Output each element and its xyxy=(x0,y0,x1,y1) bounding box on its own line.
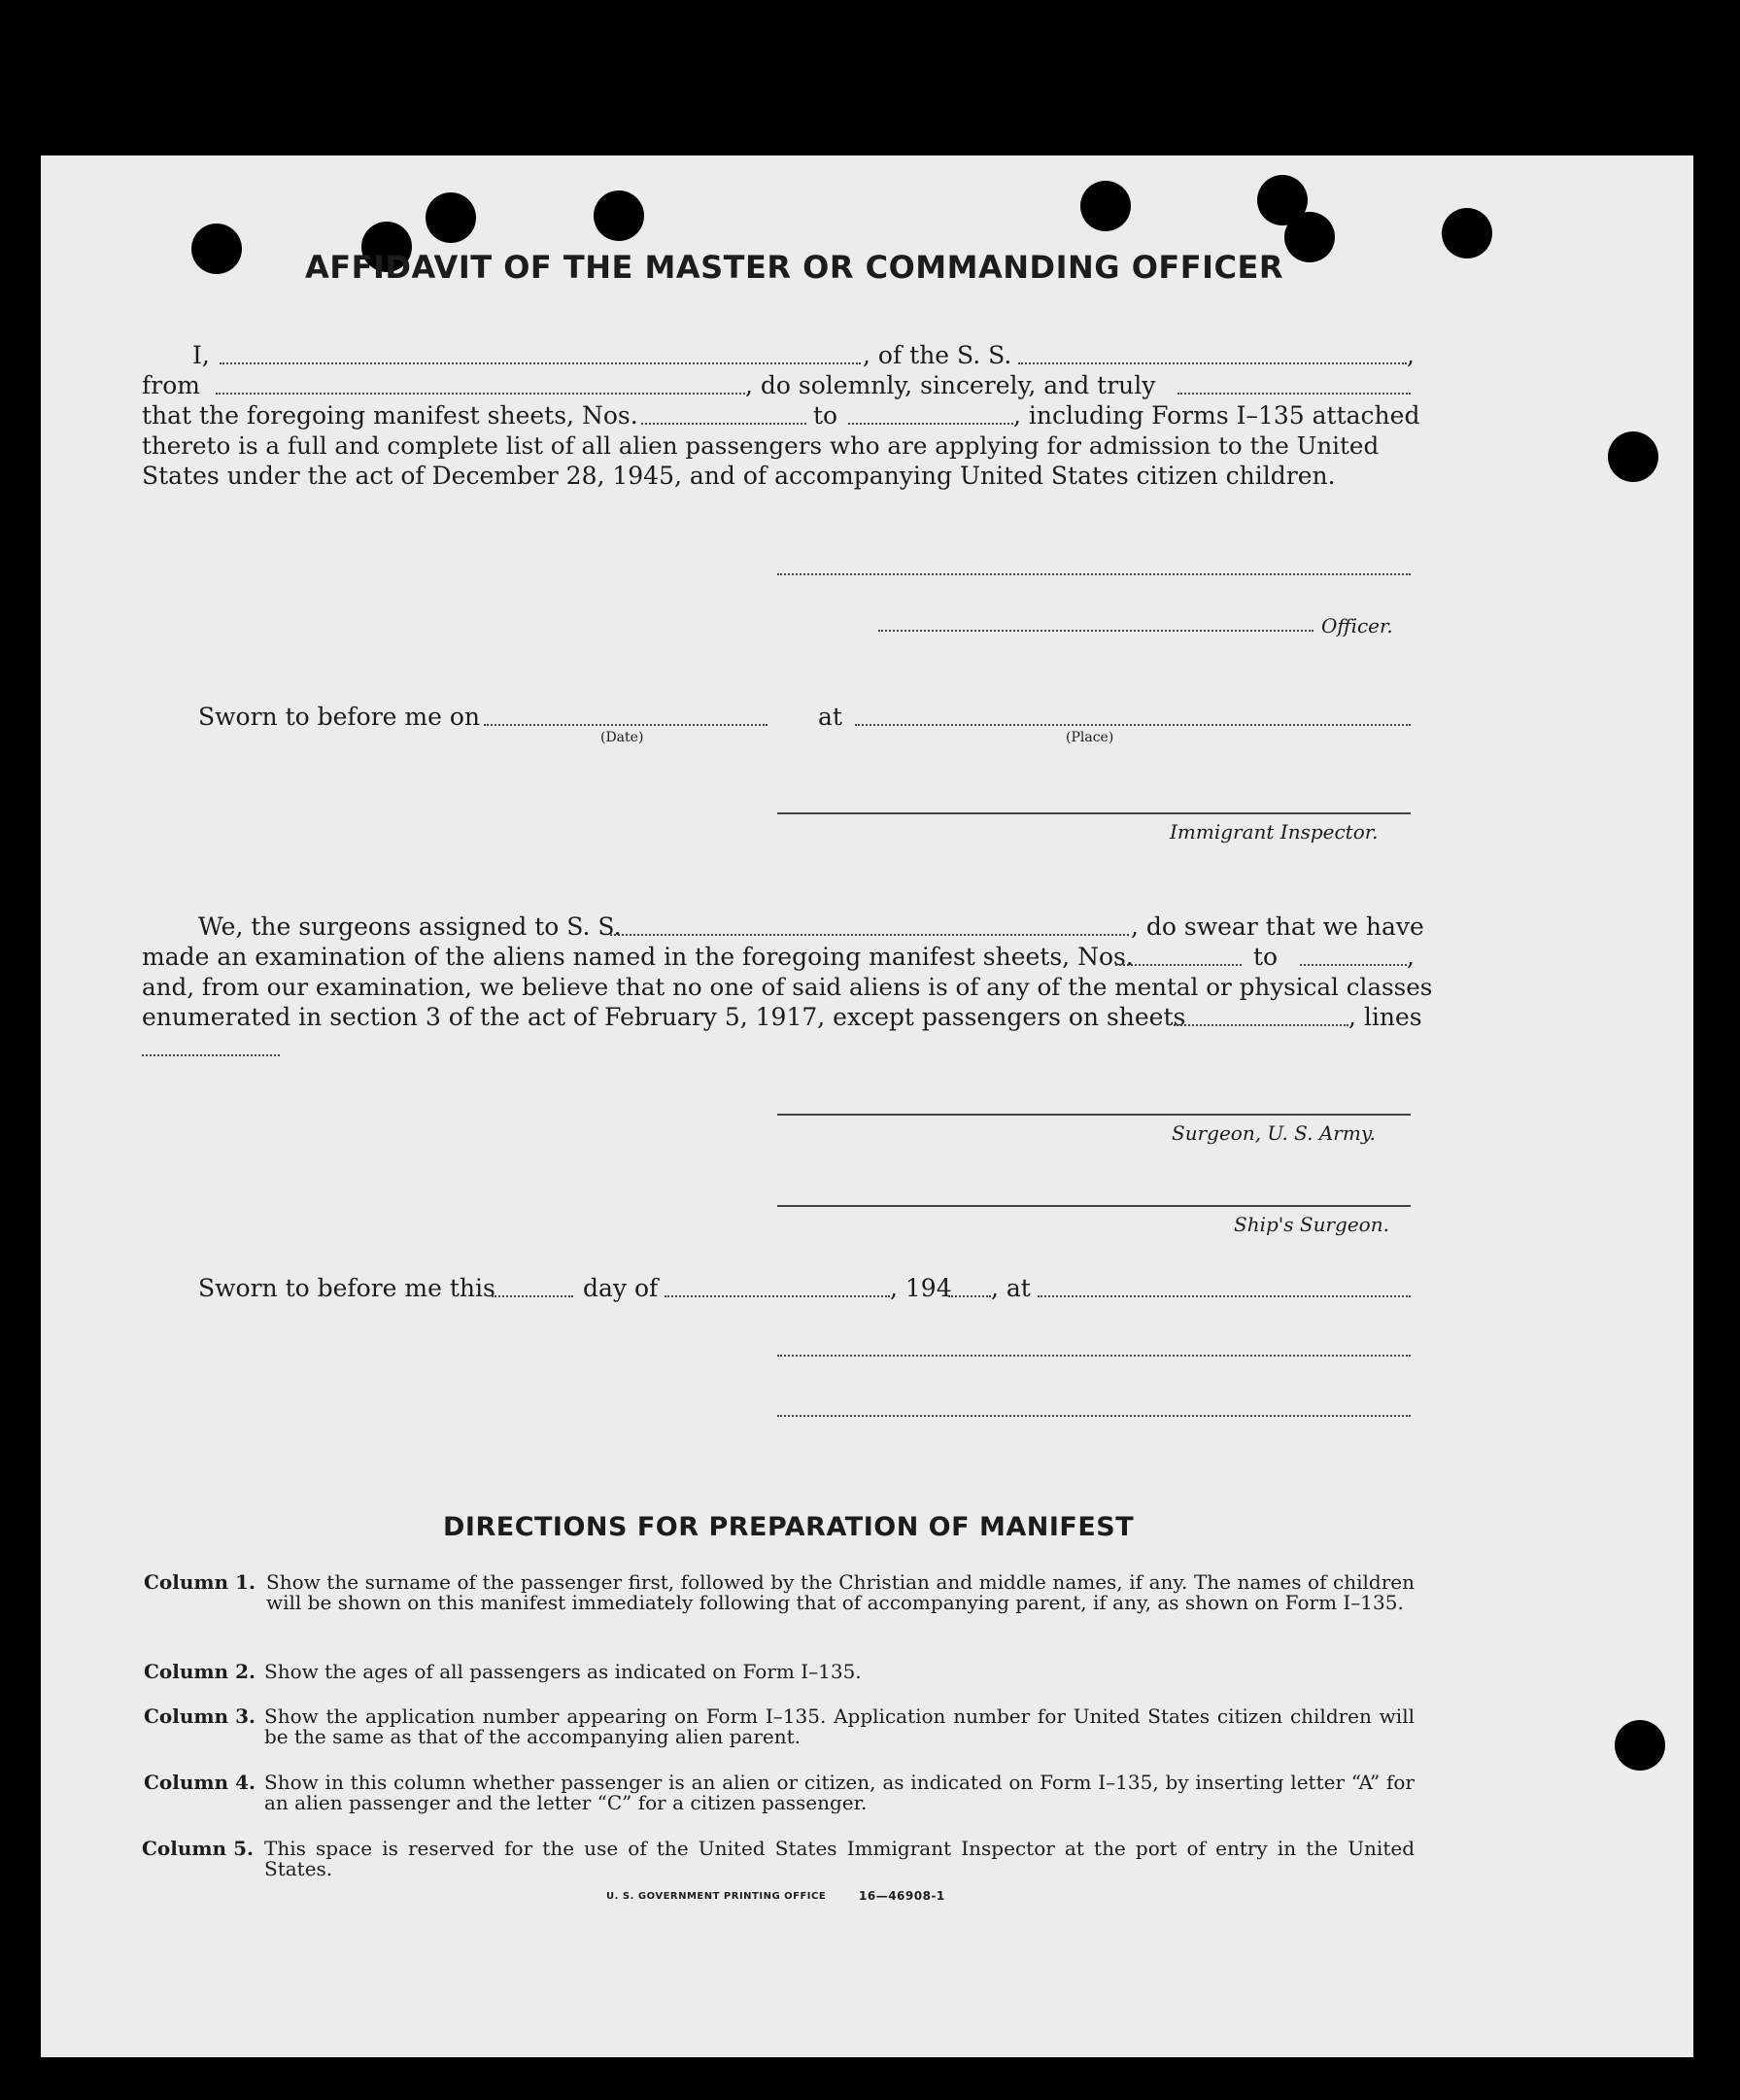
sworn1-text: Sworn to before me on xyxy=(198,703,481,731)
master-name-blank xyxy=(220,362,861,364)
column-1-label: Column 1. xyxy=(144,1570,256,1594)
affidavit-to: to xyxy=(813,401,838,430)
affidavit-solemn: , do solemnly, sincerely, and truly xyxy=(745,371,1156,399)
affidavit-title: AFFIDAVIT OF THE MASTER OR COMMANDING OFFICER xyxy=(305,249,1283,286)
sheets-from-blank xyxy=(641,423,806,425)
affidavit-comma: , xyxy=(1407,341,1415,369)
surgeons-line3: and, from our examination, we believe that no one of said aliens is of any of the mental or physical classes xyxy=(142,973,1433,1001)
surgeons-line1a: We, the surgeons assigned to S. S. xyxy=(198,912,622,941)
surgeons-line2a: made an examination of the aliens named in the foregoing manifest sheets, Nos. xyxy=(142,943,1134,971)
affidavit-line5: States under the act of December 28, 1945, and of accompanying United States citizen children. xyxy=(142,462,1336,490)
affidavit-from: from xyxy=(142,371,200,399)
column-2-label: Column 2. xyxy=(144,1660,256,1683)
affidavit-line3a: that the foregoing manifest sheets, Nos. xyxy=(142,401,638,430)
except-lines-blank xyxy=(142,1054,280,1056)
column-5-label: Column 5. xyxy=(142,1837,254,1860)
affidavit-line3b: , including Forms I–135 attached xyxy=(1013,401,1420,430)
surgeon-sheets-to-blank xyxy=(1300,964,1407,966)
punch-hole xyxy=(426,192,476,243)
surgeon-sheets-from-blank xyxy=(1115,964,1242,966)
officer-signature-line xyxy=(878,630,1314,632)
sworn2-at: , at xyxy=(991,1274,1031,1302)
except-sheets-blank xyxy=(1174,1024,1348,1026)
sworn2-place-blank xyxy=(1038,1295,1411,1297)
ship-surgeon-label: Ship's Surgeon. xyxy=(1234,1213,1389,1236)
surgeons-comma: , xyxy=(1407,943,1415,971)
directions-title: DIRECTIONS FOR PREPARATION OF MANIFEST xyxy=(443,1512,1135,1542)
sworn2-title-line xyxy=(777,1415,1411,1417)
punch-hole xyxy=(594,190,644,241)
officer-label: Officer. xyxy=(1321,614,1393,637)
from-port-blank xyxy=(216,393,745,395)
form-code: 16—46908-1 xyxy=(859,1889,945,1903)
swear-blank xyxy=(1177,393,1411,395)
affidavit-of-ss: , of the S. S. xyxy=(863,341,1012,369)
sworn1-at: at xyxy=(818,703,842,731)
column-3-label: Column 3. xyxy=(144,1704,256,1728)
column-4-label: Column 4. xyxy=(144,1771,256,1794)
ship-name-blank xyxy=(1018,362,1407,364)
surgeons-to: to xyxy=(1253,943,1279,971)
punch-hole xyxy=(1080,181,1131,231)
surgeons-line4a: enumerated in section 3 of the act of February 5, 1917, except passengers on sheets xyxy=(142,1003,1186,1031)
printer-imprint: U. S. GOVERNMENT PRINTING OFFICE xyxy=(606,1891,827,1902)
place-caption: (Place) xyxy=(1066,730,1114,745)
sworn-place-blank xyxy=(855,724,1411,726)
inspector-signature-line xyxy=(777,812,1411,814)
master-signature-line xyxy=(777,573,1411,575)
column-1-text: Show the surname of the passenger first, followed by the Christian and middle names, if any. The names of children will be shown on this manifest immediately following that of accompanying parent, if any, as shown on Form I–135. xyxy=(266,1570,1415,1614)
column-2-text: Show the ages of all passengers as indicated on Form I–135. xyxy=(264,1660,862,1683)
punch-hole xyxy=(1284,212,1335,262)
sworn2-signature-line xyxy=(777,1355,1411,1357)
affidavit-i: I, xyxy=(192,341,210,369)
punch-hole xyxy=(1442,208,1492,258)
sheets-to-blank xyxy=(848,423,1013,425)
date-caption: (Date) xyxy=(600,730,644,745)
punch-hole xyxy=(1615,1720,1665,1771)
surgeons-line4b: , lines xyxy=(1348,1003,1422,1031)
sworn-year-blank xyxy=(948,1295,991,1297)
surgeon-ship-blank xyxy=(610,934,1129,936)
affidavit-line4: thereto is a full and complete list of all alien passengers who are applying for admission to the United xyxy=(142,431,1380,460)
sworn2-year: , 194 xyxy=(890,1274,952,1302)
column-3-text: Show the application number appearing on Form I–135. Application number for United States citizen children will be the same as that of the accompanying alien parent. xyxy=(264,1704,1415,1748)
ship-surgeon-signature-line xyxy=(777,1205,1411,1207)
column-5-text: This space is reserved for the use of the United States Immigrant Inspector at the port of entry in the United States. xyxy=(264,1837,1415,1880)
army-surgeon-label: Surgeon, U. S. Army. xyxy=(1172,1121,1376,1145)
sworn-month-blank xyxy=(665,1295,890,1297)
surgeons-line1b: , do swear that we have xyxy=(1131,912,1424,941)
punch-hole xyxy=(1608,431,1658,482)
sworn2-text: Sworn to before me this xyxy=(198,1274,495,1302)
sworn2-dayof: day of xyxy=(583,1274,659,1302)
sworn-date-blank xyxy=(484,724,768,726)
punch-hole xyxy=(191,224,242,274)
inspector-label: Immigrant Inspector. xyxy=(1170,820,1379,843)
sworn-day-blank xyxy=(492,1295,573,1297)
army-surgeon-signature-line xyxy=(777,1114,1411,1116)
column-4-text: Show in this column whether passenger is an alien or citizen, as indicated on Form I–135, by inserting letter “A” for an alien passenger and the letter “C” for a citizen passenger. xyxy=(264,1771,1415,1814)
